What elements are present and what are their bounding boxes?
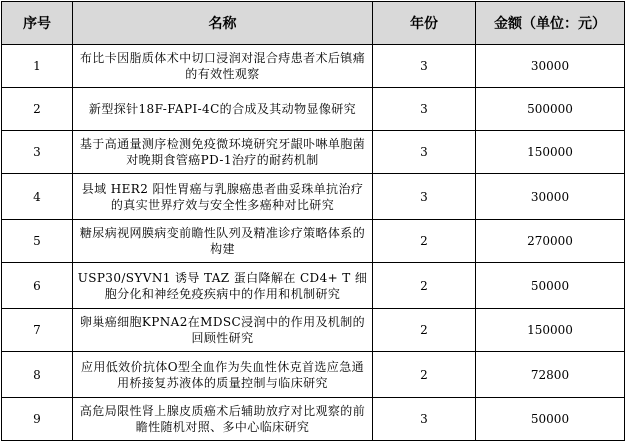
cell-year: 3: [373, 45, 476, 88]
cell-year: 3: [373, 88, 476, 131]
cell-year: 3: [373, 131, 476, 174]
cell-seq: 5: [2, 220, 73, 263]
cell-amount: 150000: [476, 131, 625, 174]
cell-year: 2: [373, 220, 476, 263]
cell-year: 2: [373, 309, 476, 352]
table-row: [2, 398, 625, 441]
cell-amount: 50000: [476, 263, 625, 309]
table-header: [2, 2, 625, 45]
cell-amount: 270000: [476, 220, 625, 263]
cell-name: 基于高通量测序检测免疫微环境研究牙龈卟啉单胞菌对晚期食管癌PD-1治疗的耐药机制: [73, 131, 373, 174]
cell-name: 新型探针18F-FAPI-4C的合成及其动物显像研究: [73, 88, 373, 131]
header-name: 名称: [73, 2, 373, 45]
table-row: [2, 131, 625, 174]
cell-name: 县域 HER2 阳性胃癌与乳腺癌患者曲妥珠单抗治疗的真实世界疗效与安全性多癌种对比研究: [73, 174, 373, 220]
funding-table: [1, 1, 625, 441]
cell-amount: 500000: [476, 88, 625, 131]
cell-seq: 2: [2, 88, 73, 131]
cell-year: 3: [373, 174, 476, 220]
table-body: [2, 45, 625, 441]
header-year: 年份: [373, 2, 476, 45]
cell-name: 高危局限性肾上腺皮质癌术后辅助放疗对比观察的前瞻性随机对照、多中心临床研究: [73, 398, 373, 441]
table-row: [2, 263, 625, 309]
table-row: [2, 352, 625, 398]
cell-name: 应用低效价抗体O型全血作为失血性休克首选应急通用桥接复苏液体的质量控制与临床研究: [73, 352, 373, 398]
header-row: [2, 2, 625, 45]
cell-amount: 150000: [476, 309, 625, 352]
table-row: [2, 174, 625, 220]
cell-name: 卵巢癌细胞KPNA2在MDSC浸润中的作用及机制的回顾性研究: [73, 309, 373, 352]
cell-year: 2: [373, 352, 476, 398]
cell-seq: 1: [2, 45, 73, 88]
cell-year: 3: [373, 398, 476, 441]
header-amount: 金额（单位：元）: [476, 2, 625, 45]
cell-seq: 6: [2, 263, 73, 309]
cell-amount: 30000: [476, 45, 625, 88]
table-row: [2, 220, 625, 263]
cell-seq: 8: [2, 352, 73, 398]
table-row: [2, 309, 625, 352]
header-seq: 序号: [2, 2, 73, 45]
cell-year: 2: [373, 263, 476, 309]
cell-seq: 3: [2, 131, 73, 174]
table-row: [2, 88, 625, 131]
cell-amount: 50000: [476, 398, 625, 441]
table-row: [2, 45, 625, 88]
cell-seq: 4: [2, 174, 73, 220]
cell-amount: 30000: [476, 174, 625, 220]
cell-seq: 7: [2, 309, 73, 352]
cell-seq: 9: [2, 398, 73, 441]
cell-amount: 72800: [476, 352, 625, 398]
cell-name: 糖尿病视网膜病变前瞻性队列及精准诊疗策略体系的构建: [73, 220, 373, 263]
cell-name: USP30/SYVN1 诱导 TAZ 蛋白降解在 CD4+ T 细胞分化和神经免疫疾病中的作用和机制研究: [73, 263, 373, 309]
cell-name: 布比卡因脂质体术中切口浸润对混合痔患者术后镇痛的有效性观察: [73, 45, 373, 88]
